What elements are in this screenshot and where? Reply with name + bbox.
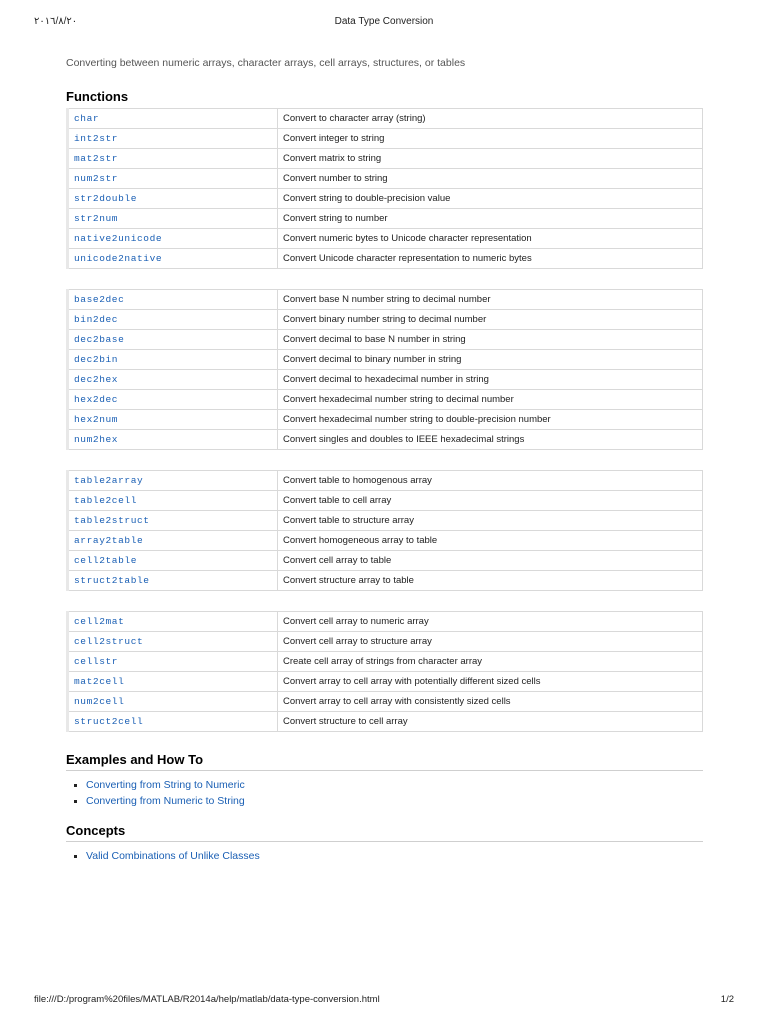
function-description: Convert to character array (string) <box>278 109 703 129</box>
function-description: Convert cell array to numeric array <box>278 612 703 632</box>
footer-file-path: file:///D:/program%20files/MATLAB/R2014a/help/matlab/data-type-conversion.html <box>34 994 380 1005</box>
table-row <box>68 330 703 350</box>
table-row <box>68 551 703 571</box>
function-description: Convert Unicode character representation to numeric bytes <box>278 249 703 269</box>
examples-list <box>66 777 703 809</box>
function-description: Convert string to number <box>278 209 703 229</box>
function-description: Convert array to cell array with consistently sized cells <box>278 692 703 712</box>
function-description: Convert table to homogenous array <box>278 471 703 491</box>
function-description: Convert structure array to table <box>278 571 703 591</box>
function-table <box>66 108 703 269</box>
function-name-link[interactable]: cell2mat <box>68 612 278 632</box>
table-row <box>68 491 703 511</box>
table-row <box>68 571 703 591</box>
list-item <box>66 777 703 793</box>
function-description: Convert decimal to base N number in string <box>278 330 703 350</box>
function-name-link[interactable]: base2dec <box>68 290 278 310</box>
function-name-link[interactable]: cellstr <box>68 652 278 672</box>
table-row <box>68 531 703 551</box>
table-row <box>68 129 703 149</box>
function-name-link[interactable]: bin2dec <box>68 310 278 330</box>
function-name-link[interactable]: cell2table <box>68 551 278 571</box>
table-row <box>68 290 703 310</box>
function-name-link[interactable]: num2cell <box>68 692 278 712</box>
function-table <box>66 289 703 450</box>
footer-page-number: 1/2 <box>720 994 734 1005</box>
function-name-link[interactable]: mat2cell <box>68 672 278 692</box>
function-name-link[interactable]: table2array <box>68 471 278 491</box>
table-row <box>68 249 703 269</box>
examples-heading: Examples and How To <box>66 752 703 771</box>
function-description: Convert hexadecimal number string to decimal number <box>278 390 703 410</box>
function-name-link[interactable]: mat2str <box>68 149 278 169</box>
example-link[interactable]: Converting from Numeric to String <box>86 795 245 807</box>
table-row <box>68 149 703 169</box>
function-table <box>66 470 703 591</box>
table-row <box>68 189 703 209</box>
function-name-link[interactable]: struct2cell <box>68 712 278 732</box>
function-description: Convert array to cell array with potentially different sized cells <box>278 672 703 692</box>
function-name-link[interactable]: int2str <box>68 129 278 149</box>
table-row <box>68 410 703 430</box>
table-row <box>68 390 703 410</box>
function-description: Convert hexadecimal number string to double-precision number <box>278 410 703 430</box>
table-row <box>68 430 703 450</box>
functions-heading: Functions <box>66 89 129 104</box>
concepts-heading: Concepts <box>66 823 703 842</box>
bullet-icon <box>74 784 77 787</box>
function-description: Convert structure to cell array <box>278 712 703 732</box>
table-row <box>68 350 703 370</box>
function-tables <box>66 108 703 732</box>
example-link[interactable]: Converting from String to Numeric <box>86 779 245 791</box>
table-row <box>68 632 703 652</box>
table-row <box>68 612 703 632</box>
table-row <box>68 370 703 390</box>
function-description: Convert string to double-precision value <box>278 189 703 209</box>
intro-text: Converting between numeric arrays, character arrays, cell arrays, structures, or tables <box>66 57 466 69</box>
function-name-link[interactable]: dec2hex <box>68 370 278 390</box>
function-name-link[interactable]: native2unicode <box>68 229 278 249</box>
table-row <box>68 471 703 491</box>
function-description: Convert decimal to binary number in string <box>278 350 703 370</box>
page-header-title: Data Type Conversion <box>334 16 434 27</box>
function-description: Convert matrix to string <box>278 149 703 169</box>
function-description: Create cell array of strings from character array <box>278 652 703 672</box>
table-row <box>68 692 703 712</box>
function-name-link[interactable]: struct2table <box>68 571 278 591</box>
table-row <box>68 310 703 330</box>
table-row <box>68 712 703 732</box>
function-description: Convert decimal to hexadecimal number in string <box>278 370 703 390</box>
table-row <box>68 169 703 189</box>
function-name-link[interactable]: hex2dec <box>68 390 278 410</box>
table-row <box>68 109 703 129</box>
function-name-link[interactable]: str2double <box>68 189 278 209</box>
table-row <box>68 511 703 531</box>
bullet-icon <box>74 855 77 858</box>
list-item <box>66 793 703 809</box>
function-description: Convert homogeneous array to table <box>278 531 703 551</box>
function-description: Convert binary number string to decimal number <box>278 310 703 330</box>
list-item <box>66 848 703 864</box>
function-name-link[interactable]: unicode2native <box>68 249 278 269</box>
function-name-link[interactable]: cell2struct <box>68 632 278 652</box>
function-description: Convert base N number string to decimal number <box>278 290 703 310</box>
concept-link[interactable]: Valid Combinations of Unlike Classes <box>86 850 260 862</box>
table-row <box>68 229 703 249</box>
function-description: Convert numeric bytes to Unicode character representation <box>278 229 703 249</box>
function-name-link[interactable]: array2table <box>68 531 278 551</box>
table-row <box>68 652 703 672</box>
function-description: Convert cell array to table <box>278 551 703 571</box>
table-row <box>68 209 703 229</box>
function-name-link[interactable]: char <box>68 109 278 129</box>
function-name-link[interactable]: dec2bin <box>68 350 278 370</box>
function-name-link[interactable]: str2num <box>68 209 278 229</box>
bullet-icon <box>74 800 77 803</box>
function-name-link[interactable]: num2str <box>68 169 278 189</box>
print-date: ٢٠١٦/٨/٢٠ <box>34 16 78 27</box>
function-name-link[interactable]: num2hex <box>68 430 278 450</box>
main-content <box>66 56 703 878</box>
function-name-link[interactable]: hex2num <box>68 410 278 430</box>
function-description: Convert table to cell array <box>278 491 703 511</box>
function-description: Convert cell array to structure array <box>278 632 703 652</box>
function-name-link[interactable]: dec2base <box>68 330 278 350</box>
function-name-link[interactable]: table2cell <box>68 491 278 511</box>
function-description: Convert table to structure array <box>278 511 703 531</box>
table-row <box>68 672 703 692</box>
function-description: Convert singles and doubles to IEEE hexadecimal strings <box>278 430 703 450</box>
function-description: Convert integer to string <box>278 129 703 149</box>
function-name-link[interactable]: table2struct <box>68 511 278 531</box>
concepts-list <box>66 848 703 864</box>
function-table <box>66 611 703 732</box>
function-description: Convert number to string <box>278 169 703 189</box>
